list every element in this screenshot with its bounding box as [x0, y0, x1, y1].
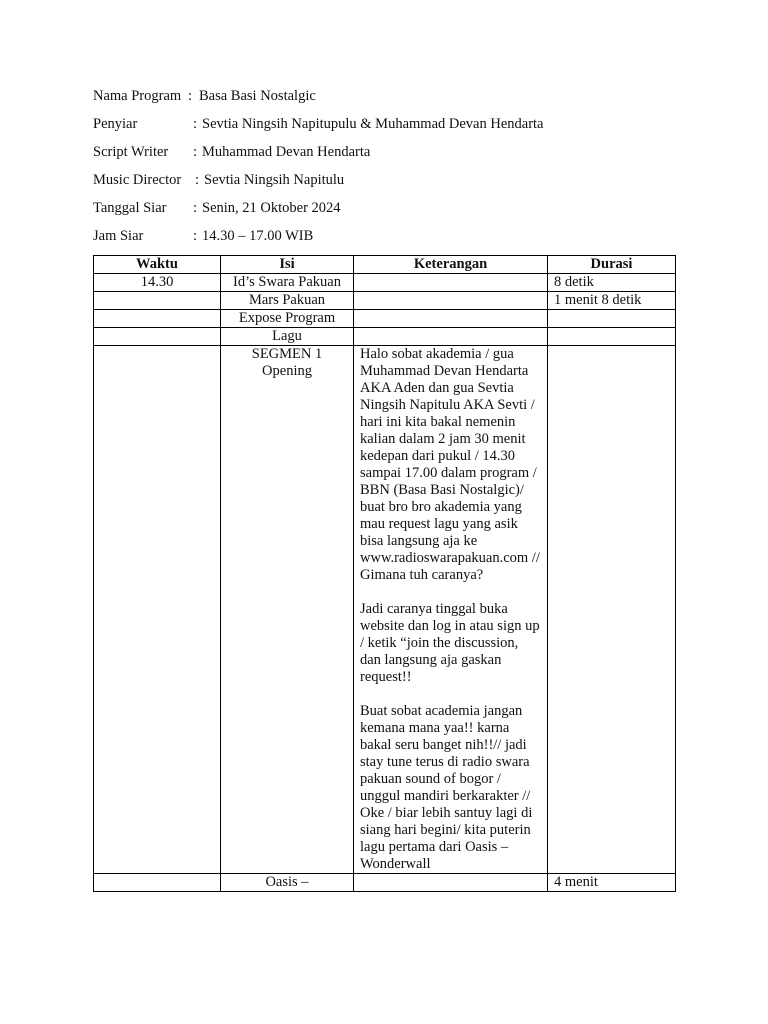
tanggal-siar-colon: :	[193, 200, 198, 216]
cell-isi: Lagu	[221, 328, 354, 346]
penyiar-colon: :	[193, 116, 198, 132]
table-row	[94, 328, 676, 346]
script-writer-value: Muhammad Devan Hendarta	[202, 144, 371, 160]
tanggal-siar-label: Tanggal Siar	[93, 200, 167, 216]
header-waktu: Waktu	[94, 256, 221, 274]
cell-isi: Expose Program	[221, 310, 354, 328]
music-director-colon: :	[195, 172, 200, 188]
nama-program-colon: :	[188, 88, 193, 104]
cell-waktu	[94, 874, 221, 892]
music-director-label: Music Director	[93, 172, 182, 188]
cell-isi: Id’s Swara Pakuan	[221, 274, 354, 292]
penyiar-label: Penyiar	[93, 116, 138, 132]
cell-isi: SEGMEN 1 Opening	[221, 346, 354, 874]
cell-keterangan	[354, 310, 548, 328]
cell-waktu	[94, 292, 221, 310]
jam-siar-colon: :	[193, 228, 198, 244]
cell-durasi	[548, 346, 676, 874]
cell-durasi: 4 menit	[548, 874, 676, 892]
table-row	[94, 310, 676, 328]
nama-program-label: Nama Program	[93, 88, 182, 104]
table-row	[94, 292, 676, 310]
header-keterangan: Keterangan	[354, 256, 548, 274]
cell-waktu	[94, 328, 221, 346]
jam-siar-value: 14.30 – 17.00 WIB	[202, 228, 314, 244]
table-row	[94, 346, 676, 874]
header-isi: Isi	[221, 256, 354, 274]
cell-waktu	[94, 346, 221, 874]
cell-isi: Mars Pakuan	[221, 292, 354, 310]
cell-waktu: 14.30	[94, 274, 221, 292]
cell-keterangan	[354, 874, 548, 892]
cell-durasi	[548, 310, 676, 328]
jam-siar-label: Jam Siar	[93, 228, 144, 244]
cell-waktu	[94, 310, 221, 328]
cell-durasi: 8 detik	[548, 274, 676, 292]
cell-durasi: 1 menit 8 detik	[548, 292, 676, 310]
cell-keterangan	[354, 328, 548, 346]
cell-durasi	[548, 328, 676, 346]
cell-keterangan	[354, 292, 548, 310]
cell-isi: Oasis –	[221, 874, 354, 892]
rundown-table	[93, 255, 676, 892]
tanggal-siar-value: Senin, 21 Oktober 2024	[202, 200, 341, 216]
table-header-row	[94, 256, 676, 274]
table-row	[94, 274, 676, 292]
table-row	[94, 874, 676, 892]
music-director-value: Sevtia Ningsih Napitulu	[204, 172, 345, 188]
header-durasi: Durasi	[548, 256, 676, 274]
nama-program-value: Basa Basi Nostalgic	[199, 88, 316, 104]
script-writer-colon: :	[193, 144, 198, 160]
script-writer-label: Script Writer	[93, 144, 169, 160]
cell-keterangan: Halo sobat akademia / gua Muhammad Devan Hendarta AKA Aden dan gua Sevtia Ningsih Napitulu AKA Sevti / hari ini kita bakal nemenin kalian dalam 2 jam 30 menit kedepan dari pukul / 14.30 sampai 17.00 dalam program / BBN (Basa Basi Nostalgic)/ buat bro bro akademia yang mau request lagu yang asik bisa langsung aja ke www.radioswarapakuan.com // Gimana tuh caranya? Jadi caranya tinggal buka website dan log in atau sign up / ketik “join the discussion, dan langsung aja gaskan request!! Buat sobat academia jangan kemana mana yaa!! karna bakal seru banget nih!!// jadi stay tune terus di radio swara pakuan sound of bogor / unggul mandiri berkarakter // Oke / biar lebih santuy lagi di siang hari begini/ kita puterin lagu pertama dari Oasis – Wonderwall	[354, 346, 548, 874]
cell-keterangan	[354, 274, 548, 292]
penyiar-value: Sevtia Ningsih Napitupulu & Muhammad Devan Hendarta	[202, 116, 544, 132]
